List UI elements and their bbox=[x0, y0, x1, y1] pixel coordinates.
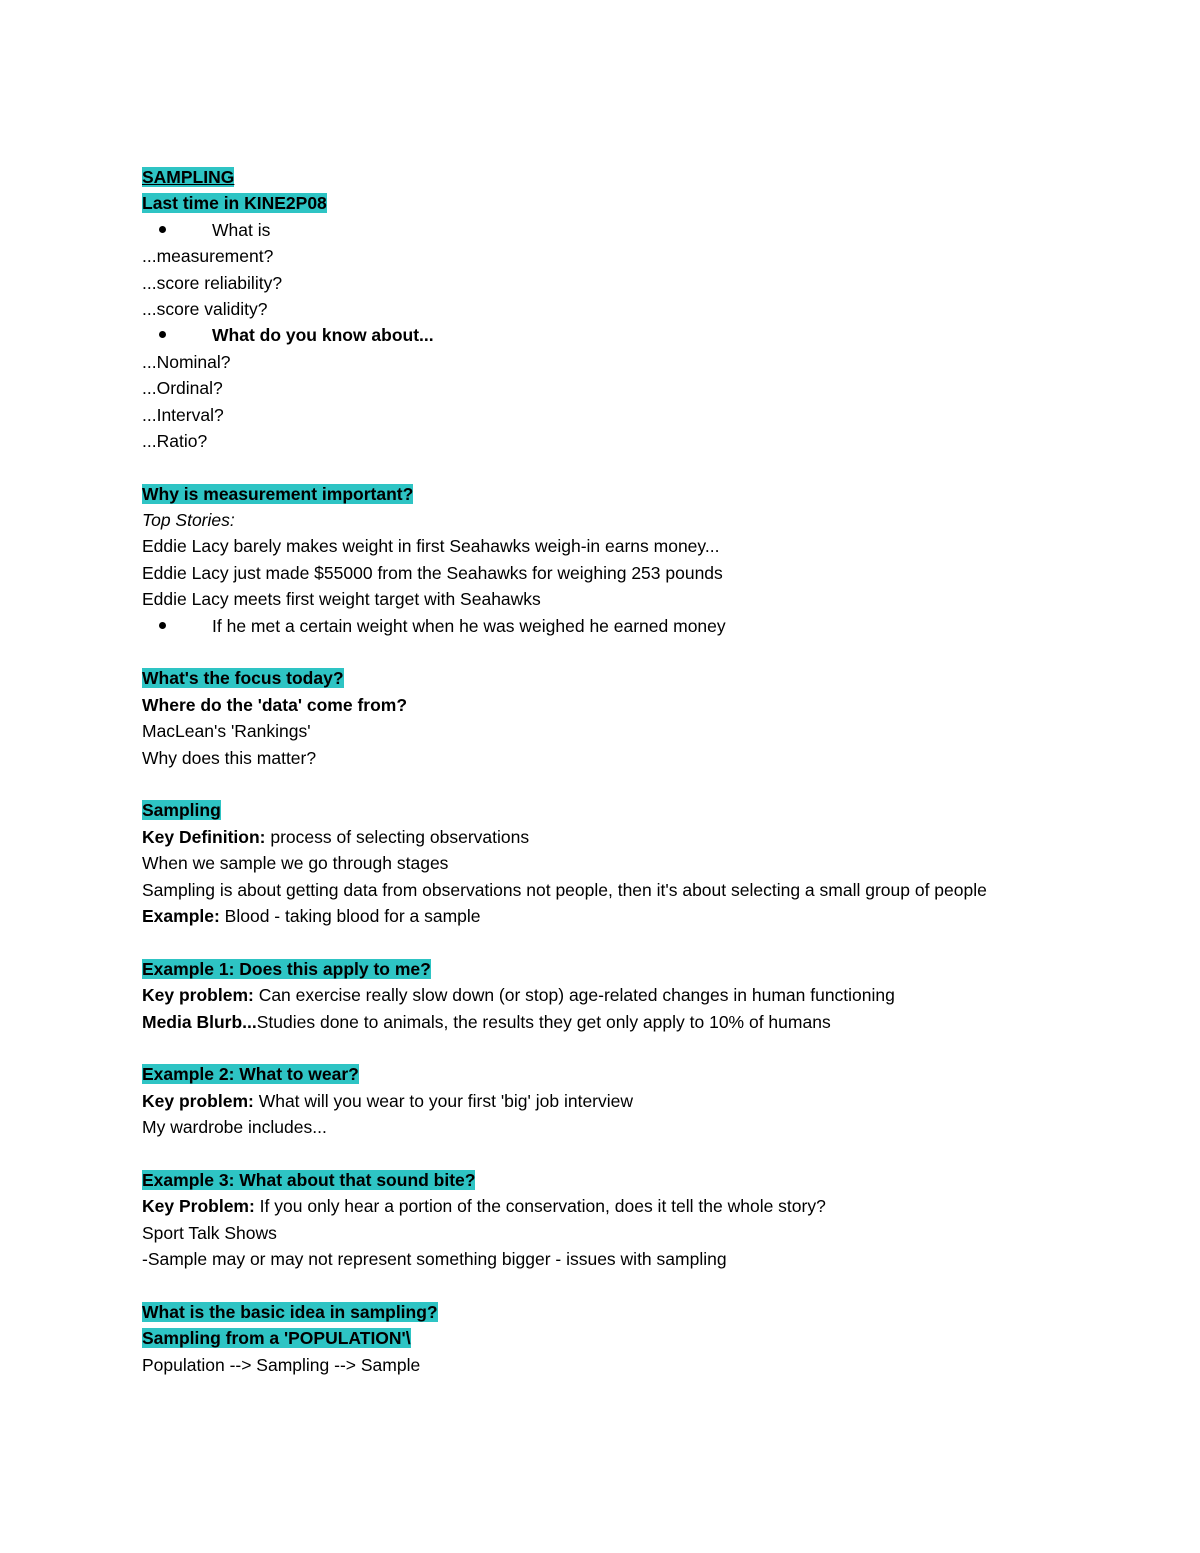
question-line: ...score reliability? bbox=[142, 272, 283, 293]
bullet-item: If he met a certain weight when he was weighed he earned money bbox=[142, 613, 1052, 639]
bullet-icon bbox=[159, 331, 166, 338]
key-definition-line: Key Definition: process of selecting observations bbox=[142, 826, 530, 847]
sampling-heading: Sampling bbox=[142, 800, 221, 821]
question-line: ...Ordinal? bbox=[142, 378, 223, 399]
media-blurb-line: Media Blurb...Studies done to animals, the results they get only apply to 10% of humans bbox=[142, 1011, 831, 1032]
example3-heading: Example 3: What about that sound bite? bbox=[142, 1169, 476, 1190]
story-line: Eddie Lacy barely makes weight in first Seahawks weigh-in earns money... bbox=[142, 536, 720, 557]
last-time-heading: Last time in KINE2P08 bbox=[142, 193, 327, 214]
question-line: ...Interval? bbox=[142, 404, 224, 425]
sampling-about-line: Sampling is about getting data from observations not people, then it's about selecting a small group of people bbox=[142, 879, 987, 900]
why-matter-line: Why does this matter? bbox=[142, 747, 317, 768]
story-line: Eddie Lacy meets first weight target with Seahawks bbox=[142, 589, 541, 610]
why-measurement-heading: Why is measurement important? bbox=[142, 483, 414, 504]
flow-line: Population --> Sampling --> Sample bbox=[142, 1354, 421, 1375]
question-line: ...measurement? bbox=[142, 246, 274, 267]
bullet-icon bbox=[159, 226, 166, 233]
question-line: ...score validity? bbox=[142, 298, 268, 319]
wardrobe-line: My wardrobe includes... bbox=[142, 1117, 327, 1138]
question-line: ...Ratio? bbox=[142, 430, 208, 451]
focus-heading: What's the focus today? bbox=[142, 668, 344, 689]
top-stories-label: Top Stories: bbox=[142, 510, 235, 531]
bullet-item: What do you know about... bbox=[142, 322, 1052, 348]
talk-shows-line: Sport Talk Shows bbox=[142, 1222, 277, 1243]
example-line: Example: Blood - taking blood for a sample bbox=[142, 905, 481, 926]
where-data-line: Where do the 'data' come from? bbox=[142, 694, 408, 715]
key-problem-line: Key Problem: If you only hear a portion of the conservation, does it tell the whole story? bbox=[142, 1196, 826, 1217]
doc-title: SAMPLING bbox=[142, 167, 235, 187]
example1-heading: Example 1: Does this apply to me? bbox=[142, 958, 431, 979]
stages-line: When we sample we go through stages bbox=[142, 853, 449, 874]
population-heading: Sampling from a 'POPULATION'\ bbox=[142, 1328, 411, 1349]
macleans-line: MacLean's 'Rankings' bbox=[142, 721, 311, 742]
example2-heading: Example 2: What to wear? bbox=[142, 1064, 359, 1085]
story-line: Eddie Lacy just made $55000 from the Seahawks for weighing 253 pounds bbox=[142, 562, 723, 583]
bullet-item: What is bbox=[142, 217, 1052, 243]
sample-issue-line: -Sample may or may not represent something bigger - issues with sampling bbox=[142, 1249, 727, 1270]
key-problem-line: Key problem: Can exercise really slow down (or stop) age-related changes in human functioning bbox=[142, 985, 895, 1006]
bullet-icon bbox=[159, 622, 166, 629]
basic-idea-heading: What is the basic idea in sampling? bbox=[142, 1301, 438, 1322]
key-problem-line: Key problem: What will you wear to your first 'big' job interview bbox=[142, 1090, 634, 1111]
question-line: ...Nominal? bbox=[142, 351, 231, 372]
document-body bbox=[142, 164, 1052, 1378]
